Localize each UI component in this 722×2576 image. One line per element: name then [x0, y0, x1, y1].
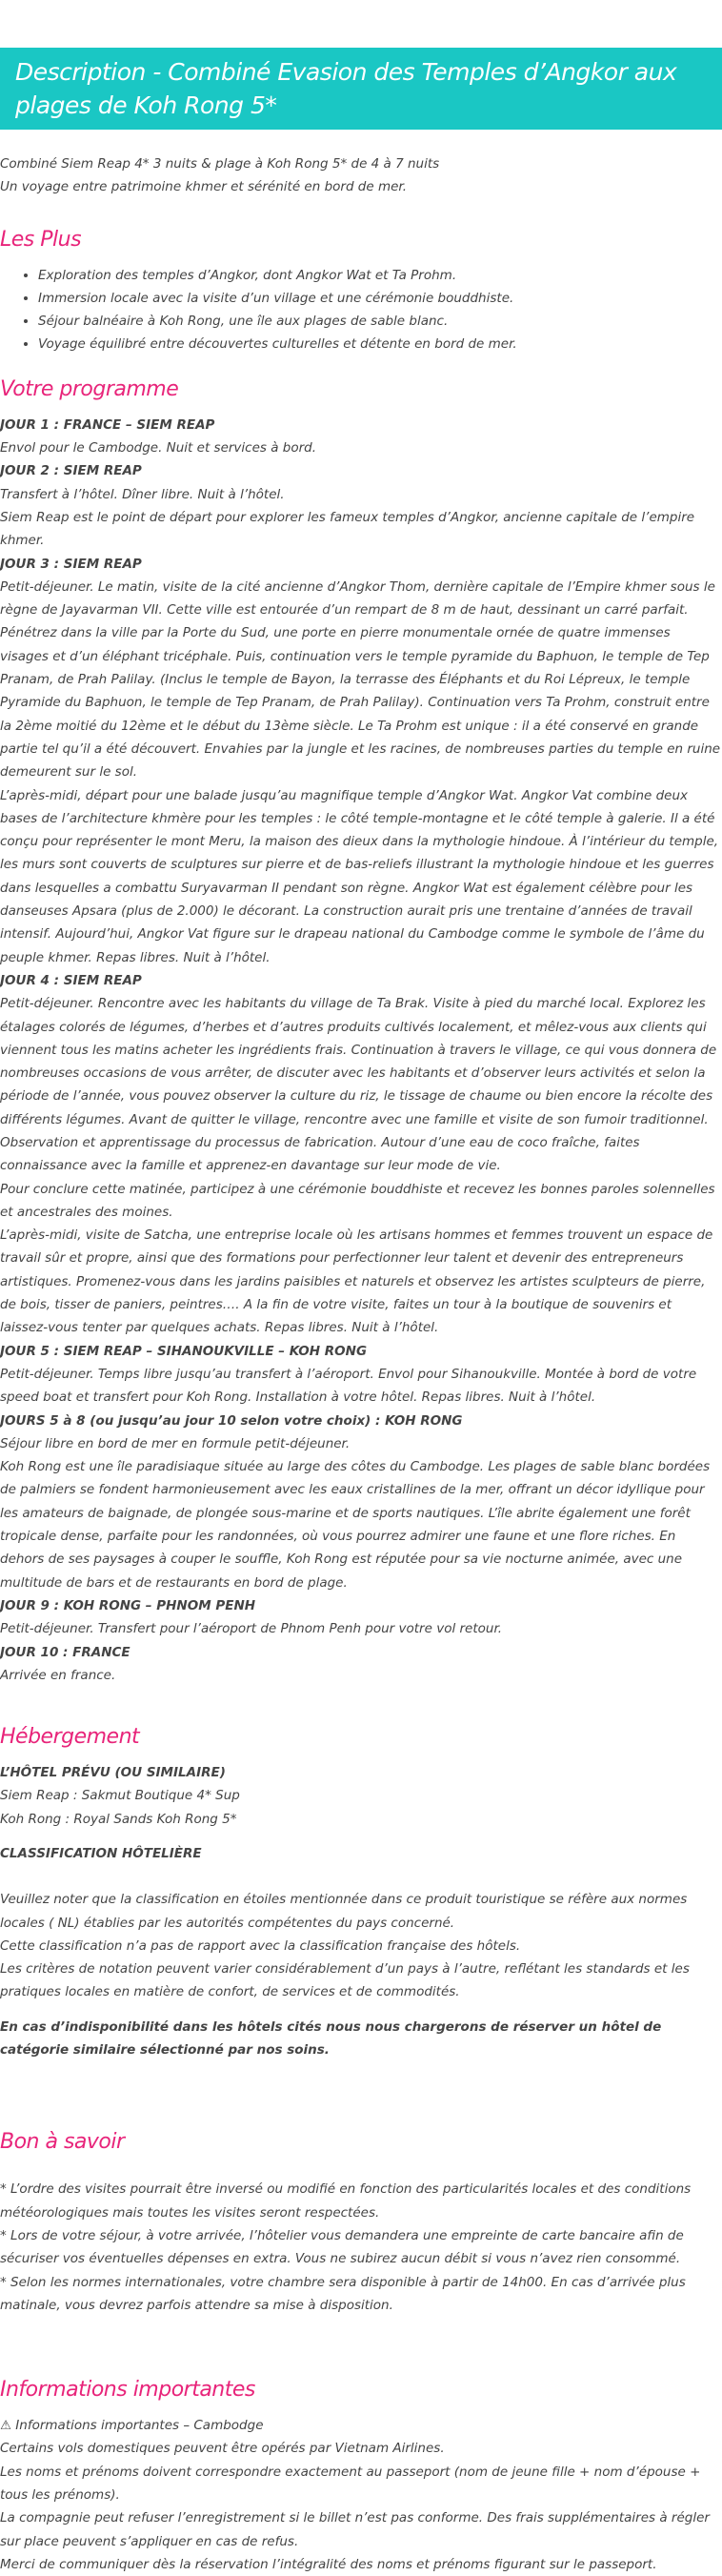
programme-body — [0, 414, 722, 1687]
programme-paragraph: Petit-déjeuner. Le matin, visite de la cité ancienne d’Angkor Thom, dernière capitale de l’Empire khmer sous le règne de Jayavarman VII. Cette ville est entourée d’un rempart de 8 m de haut, dessinant un carré parfait. Pénétrez dans la ville par la Porte du Sud, une porte en pierre monumentale ornée de quatre immenses visages et d’un éléphant tricéphale. Puis, continuation vers le temple pyramide du Baphuon, le temple de Tep Pranam, de Prah Palilay. (Inclus le temple de Bayon, la terrasse des Éléphants et du Roi Lépreux, le temple Pyramide du Baphuon, le temple de Tep Pranam, de Prah Palilay). Continuation vers Ta Prohm, construit entre la 2ème moitié du 12ème et le début du 13ème siècle. Le Ta Prohm est unique : il a été conservé en grande partie tel qu’il a été découvert. Envahies par la jungle et les racines, de nombreuses parties du temple en ruine demeurent sur le sol. — [0, 578, 721, 781]
note-line: * L’ordre des visites pourrait être inversé ou modifié en fonction des particularités locales et des conditions météorologiques mais toutes les visites seront respectées. — [0, 2181, 692, 2221]
programme-paragraph: Transfert à l’hôtel. Dîner libre. Nuit à l’hôtel. — [0, 486, 285, 502]
section-informations — [0, 2376, 722, 2576]
programme-paragraph: Séjour libre en bord de mer en formule petit-déjeuner. — [0, 1435, 351, 1451]
note-line: * Lors de votre séjour, à votre arrivée, l’hôtelier vous demandera une empreinte de carte bancaire afin de sécuriser vos éventuelles dépenses en extra. Vous ne subirez aucun débit si vous n’avez rien consommé. — [0, 2227, 684, 2267]
section-bon-a-savoir — [0, 2128, 722, 2317]
programme-paragraph: Siem Reap est le point de départ pour explorer les fameux temples d’Angkor, ancienne capitale de l’empire khmer. — [0, 509, 695, 549]
classification-line: Les critères de notation peuvent varier considérablement d’un pays à l’autre, reflétant les standards et les pratiques locales en matière de confort, de services et de commodités. — [0, 1961, 690, 2000]
programme-paragraph: Koh Rong est une île paradisiaque située au large des côtes du Cambodge. Les plages de sable blanc bordées de palmiers se fondent harmonieusement avec les eaux cristallines de la mer, offrant un décor idyllique pour les amateurs de baignade, de plongée sous-marine et de sports nautiques. L’île abrite également une forêt tropicale dense, parfaite pour les randonnées, où vous pourrez admirer une faune et une flore riches. En dehors de ses paysages à couper le souffle, Koh Rong est réputée pour sa vie nocturne animée, avec une multitude de bars et de restaurants en bord de plage. — [0, 1459, 711, 1591]
section-heading: Votre programme — [0, 376, 179, 401]
day-title: JOUR 10 : FRANCE — [0, 1644, 130, 1660]
day-title: JOURS 5 à 8 (ou jusqu’au jour 10 selon votre choix) : KOH RONG — [0, 1412, 463, 1429]
info-line: Merci de communiquer dès la réservation l’intégralité des noms et prénoms figurant sur le passeport. — [0, 2556, 657, 2572]
list-item: • Séjour balnéaire à Koh Rong, une île aux plages de sable blanc. — [38, 310, 722, 333]
day-title: JOUR 2 : SIEM REAP — [0, 463, 142, 479]
plus-list — [0, 264, 722, 356]
section-heading: Bon à savoir — [0, 2130, 125, 2155]
programme-paragraph: Petit-déjeuner. Transfert pour l’aéroport de Phnom Penh pour votre vol retour. — [0, 1621, 503, 1637]
section-les-plus — [0, 226, 722, 356]
programme-paragraph: Petit-déjeuner. Temps libre jusqu’au transfert à l’aéroport. Envol pour Sihanoukville. Montée à bord de votre speed boat et transfert pour Koh Rong. Installation à votre hôtel. Repas libres. Nuit à l’hôtel. — [0, 1366, 697, 1406]
info-line: Certains vols domestiques peuvent être opérés par Vietnam Airlines. — [0, 2441, 445, 2457]
content — [0, 152, 722, 2576]
note-line: * Selon les normes internationales, votre chambre sera disponible à partir de 14h00. En cas d’arrivée plus matinale, vous devrez parfois attendre sa mise à disposition. — [0, 2274, 686, 2313]
classification-line: Cette classification n’a pas de rapport avec la classification française des hôtels. — [0, 1937, 521, 1954]
section-heading: Hébergement — [0, 1725, 140, 1750]
programme-paragraph: Petit-déjeuner. Rencontre avec les habitants du village de Ta Brak. Visite à pied du marché local. Explorez les étalages colorés de légumes, d’herbes et d’autres produits cultivés localement, et mêlez-vous aux clients qui viennent tous les matins acheter les ingrédients frais. Continuation à travers le village, ce qui vous donnera de nombreuses occasions de vous arrêter, de discuter avec les habitants et d’observer leurs activités et selon la période de l’année, vous pouvez observer la culture du riz, le tissage de chaume ou bien encore la récolte des différents légumes. Avant de quitter le village, rencontre avec une famille et visite de son fumoir traditionnel. Observation et apprentissage du processus de fabrication. Autour d’une eau de coco fraîche, faites connaissance avec la famille et apprenez-en davantage sur leur mode de vie. — [0, 996, 717, 1174]
day-title: JOUR 3 : SIEM REAP — [0, 556, 142, 572]
indisponibilite-note: En cas d’indisponibilité dans les hôtels cités nous nous chargerons de réserver un hôtel de catégorie similaire sélectionné par nos soins. — [0, 2018, 662, 2059]
day-title: JOUR 4 : SIEM REAP — [0, 972, 142, 988]
list-item: • Exploration des temples d’Angkor, dont Angkor Wat et Ta Prohm. — [38, 264, 722, 287]
list-item: • Voyage équilibré entre découvertes culturelles et détente en bord de mer. — [38, 333, 722, 355]
page-title-banner — [0, 48, 722, 130]
hotel-line: Siem Reap : Sakmut Boutique 4* Sup — [0, 1788, 240, 1804]
hotel-title: L’HÔTEL PRÉVU (OU SIMILAIRE) — [0, 1765, 226, 1781]
programme-paragraph: Arrivée en france. — [0, 1667, 116, 1683]
page — [0, 48, 722, 2576]
hotel-line: Koh Rong : Royal Sands Koh Rong 5* — [0, 1811, 237, 1827]
info-line: La compagnie peut refuser l’enregistrement si le billet n’est pas conforme. Des frais supplémentaires à régler sur place peuvent s’appliquer en cas de refus. — [0, 2510, 710, 2549]
programme-paragraph: Envol pour le Cambodge. Nuit et services à bord. — [0, 440, 317, 456]
programme-paragraph: L’après-midi, départ pour une balade jusqu’au magnifique temple d’Angkor Wat. Angkor Vat combine deux bases de l’architecture khmère pour les temples : le côté temple-montagne et le côté temple à galerie. Il a été conçu pour représenter le mont Meru, la maison des dieux dans la mythologie hindoue. À l’intérieur du temple, les murs sont couverts de sculptures sur pierre et de bas-reliefs illustrant la mythologie hindoue et les guerres dans lesquelles a combattu Suryavarman II pendant son règne. Angkor Wat est également célèbre pour les danseuses Apsara (plus de 2.000) le décorant. La construction aurait pris une trentaine d’années de travail intensif. Aujourd’hui, Angkor Vat figure sur le drapeau national du Cambodge comme le symbole de l’âme du peuple khmer. Repas libres. Nuit à l’hôtel. — [0, 787, 719, 965]
intro — [0, 152, 722, 199]
classification-line: Veuillez noter que la classification en étoiles mentionnée dans ce produit touristique se réfère aux normes locales ( NL) établies par les autorités compétentes du pays concerné. — [0, 1892, 688, 1931]
day-title: JOUR 1 : FRANCE – SIEM REAP — [0, 416, 215, 433]
section-heading: Les Plus — [0, 227, 82, 252]
programme-paragraph: L’après-midi, visite de Satcha, une entreprise locale où les artisans hommes et femmes trouvent un espace de travail sûr et propre, ainsi que des formations pour perfectionner leur talent et devenir des entrepreneurs artistiques. Promenez-vous dans les jardins paisibles et naturels et observez les artistes sculpteurs de pierre, de bois, tisser de paniers, peintres…. A la fin de votre visite, faites un tour à la boutique de souvenirs et laissez-vous tenter par quelques achats. Repas libres. Nuit à l’hôtel. — [0, 1227, 713, 1336]
page-title: Description - Combiné Evasion des Temples d’Angkor aux plages de Koh Rong 5* — [15, 58, 677, 119]
intro-line: Combiné Siem Reap 4* 3 nuits & plage à Koh Rong 5* de 4 à 7 nuits — [0, 156, 440, 172]
info-line: Les noms et prénoms doivent correspondre exactement au passeport (nom de jeune fille + nom d’épouse + tous les prénoms). — [0, 2464, 701, 2504]
section-programme — [0, 375, 722, 1687]
day-title: JOUR 5 : SIEM REAP – SIHANOUKVILLE – KOH RONG — [0, 1343, 368, 1359]
section-hebergement — [0, 1723, 722, 2061]
section-heading: Informations importantes — [0, 2378, 255, 2403]
list-item: • Immersion locale avec la visite d’un village et une cérémonie bouddhiste. — [38, 287, 722, 310]
programme-paragraph: Pour conclure cette matinée, participez à une cérémonie bouddhiste et recevez les bonnes paroles solennelles et ancestrales des moines. — [0, 1181, 715, 1220]
classification-title: CLASSIFICATION HÔTELIÈRE — [0, 1846, 202, 1861]
day-title: JOUR 9 : KOH RONG – PHNOM PENH — [0, 1597, 256, 1613]
intro-line: Un voyage entre patrimoine khmer et sérénité en bord de mer. — [0, 179, 408, 195]
info-line: ⚠ Informations importantes – Cambodge — [0, 2418, 264, 2434]
